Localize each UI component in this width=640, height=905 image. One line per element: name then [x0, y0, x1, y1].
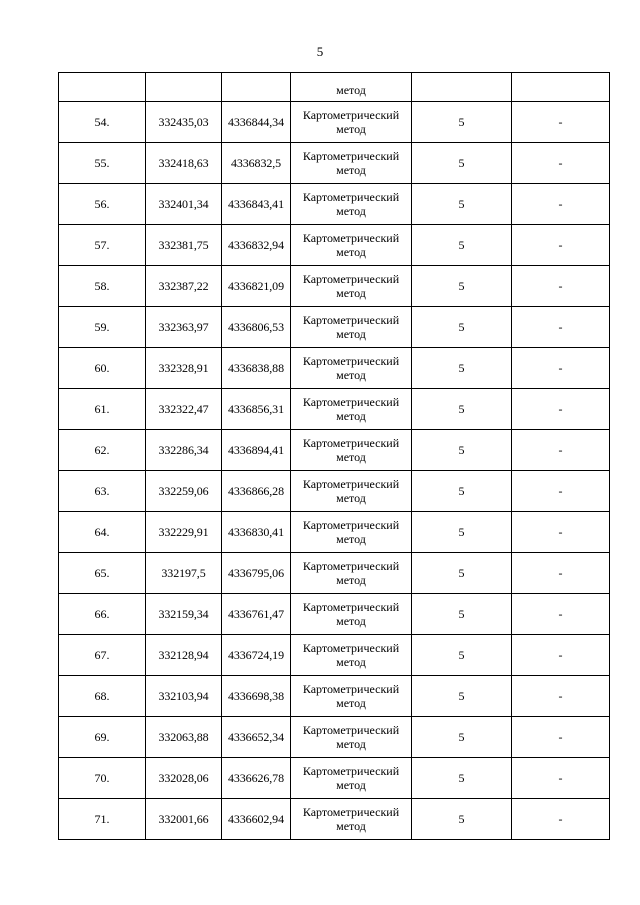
method-text-line-1: Картометрический	[302, 189, 400, 204]
method-cell	[291, 717, 412, 758]
method-text-line-1: Картометрический	[302, 148, 400, 163]
method-text-line-2: метод	[336, 490, 366, 505]
y-coordinate-cell: 4336761,47	[222, 594, 291, 635]
y-coordinate-cell: 4336626,78	[222, 758, 291, 799]
method-text-line-1: Картометрический	[302, 476, 400, 491]
point-number-cell	[59, 73, 146, 102]
accuracy-cell: 5	[412, 594, 512, 635]
y-coordinate-cell: 4336724,19	[222, 635, 291, 676]
table-row	[59, 799, 610, 840]
accuracy-cell: 5	[412, 184, 512, 225]
note-cell	[512, 73, 610, 102]
method-text-line-1: Картометрический	[302, 763, 400, 778]
accuracy-cell: 5	[412, 512, 512, 553]
accuracy-cell: 5	[412, 266, 512, 307]
method-text-line-2: метод	[336, 326, 366, 341]
table-row	[59, 307, 610, 348]
method-cell	[291, 471, 412, 512]
accuracy-cell: 5	[412, 307, 512, 348]
x-coordinate-cell: 332028,06	[146, 758, 222, 799]
y-coordinate-cell: 4336821,09	[222, 266, 291, 307]
x-coordinate-cell: 332381,75	[146, 225, 222, 266]
point-number-cell: 71.	[59, 799, 146, 840]
x-coordinate-cell: 332128,94	[146, 635, 222, 676]
y-coordinate-cell: 4336894,41	[222, 430, 291, 471]
method-text-line-2: метод	[336, 203, 366, 218]
note-cell: -	[512, 594, 610, 635]
note-cell: -	[512, 512, 610, 553]
x-coordinate-cell: 332322,47	[146, 389, 222, 430]
x-coordinate-cell: 332197,5	[146, 553, 222, 594]
x-coordinate-cell: 332259,06	[146, 471, 222, 512]
method-text-line-1: Картометрический	[302, 599, 400, 614]
point-number-cell: 62.	[59, 430, 146, 471]
accuracy-cell: 5	[412, 389, 512, 430]
x-coordinate-cell: 332435,03	[146, 102, 222, 143]
method-text-line-2: метод	[336, 162, 366, 177]
x-coordinate-cell: 332387,22	[146, 266, 222, 307]
y-coordinate-cell: 4336844,34	[222, 102, 291, 143]
table-row	[59, 430, 610, 471]
x-coordinate-cell: 332363,97	[146, 307, 222, 348]
point-number-cell: 69.	[59, 717, 146, 758]
method-text-line-1: Картометрический	[302, 353, 400, 368]
table-row	[59, 348, 610, 389]
note-cell: -	[512, 553, 610, 594]
method-text-line-2: метод	[336, 408, 366, 423]
method-text-line-2: метод	[336, 572, 366, 587]
x-coordinate-cell: 332418,63	[146, 143, 222, 184]
method-text-line-1: Картометрический	[302, 681, 400, 696]
accuracy-cell: 5	[412, 799, 512, 840]
y-coordinate-cell: 4336832,5	[222, 143, 291, 184]
method-text-line-1: Картометрический	[302, 107, 400, 122]
method-cell	[291, 307, 412, 348]
table-row	[59, 471, 610, 512]
note-cell: -	[512, 471, 610, 512]
method-text-line-1: Картометрический	[302, 394, 400, 409]
point-number-cell: 58.	[59, 266, 146, 307]
y-coordinate-cell: 4336838,88	[222, 348, 291, 389]
point-number-cell: 70.	[59, 758, 146, 799]
table-row	[59, 225, 610, 266]
point-number-cell: 54.	[59, 102, 146, 143]
x-coordinate-cell: 332286,34	[146, 430, 222, 471]
accuracy-cell	[412, 73, 512, 102]
note-cell: -	[512, 225, 610, 266]
method-text: метод	[336, 83, 366, 97]
accuracy-cell: 5	[412, 102, 512, 143]
note-cell: -	[512, 266, 610, 307]
note-cell: -	[512, 717, 610, 758]
note-cell: -	[512, 348, 610, 389]
x-coordinate-cell	[146, 73, 222, 102]
accuracy-cell: 5	[412, 143, 512, 184]
method-text-line-2: метод	[336, 449, 366, 464]
point-number-cell: 56.	[59, 184, 146, 225]
method-text-line-1: Картометрический	[302, 230, 400, 245]
point-number-cell: 61.	[59, 389, 146, 430]
continuation-row	[59, 73, 610, 102]
method-cell	[291, 348, 412, 389]
method-text-line-1: Картометрический	[302, 640, 400, 655]
method-text-line-1: Картометрический	[302, 558, 400, 573]
method-text-line-1: Картометрический	[302, 312, 400, 327]
method-cell	[291, 594, 412, 635]
table-body	[59, 73, 610, 840]
x-coordinate-cell: 332159,34	[146, 594, 222, 635]
method-cell	[291, 73, 412, 102]
y-coordinate-cell: 4336806,53	[222, 307, 291, 348]
point-number-cell: 64.	[59, 512, 146, 553]
point-number-cell: 67.	[59, 635, 146, 676]
coordinates-table	[58, 72, 610, 840]
point-number-cell: 68.	[59, 676, 146, 717]
table-row	[59, 102, 610, 143]
table-row	[59, 553, 610, 594]
method-text-line-2: метод	[336, 818, 366, 833]
y-coordinate-cell: 4336795,06	[222, 553, 291, 594]
method-cell	[291, 512, 412, 553]
method-cell	[291, 553, 412, 594]
note-cell: -	[512, 143, 610, 184]
point-number-cell: 57.	[59, 225, 146, 266]
y-coordinate-cell: 4336652,34	[222, 717, 291, 758]
method-cell	[291, 799, 412, 840]
method-cell	[291, 389, 412, 430]
method-cell	[291, 430, 412, 471]
point-number-cell: 65.	[59, 553, 146, 594]
method-cell	[291, 225, 412, 266]
table-row	[59, 758, 610, 799]
accuracy-cell: 5	[412, 676, 512, 717]
x-coordinate-cell: 332401,34	[146, 184, 222, 225]
table-row	[59, 594, 610, 635]
method-cell	[291, 758, 412, 799]
accuracy-cell: 5	[412, 430, 512, 471]
y-coordinate-cell: 4336856,31	[222, 389, 291, 430]
note-cell: -	[512, 430, 610, 471]
method-text-line-1: Картометрический	[302, 435, 400, 450]
point-number-cell: 66.	[59, 594, 146, 635]
note-cell: -	[512, 184, 610, 225]
y-coordinate-cell: 4336832,94	[222, 225, 291, 266]
y-coordinate-cell: 4336602,94	[222, 799, 291, 840]
accuracy-cell: 5	[412, 225, 512, 266]
method-text-line-2: метод	[336, 531, 366, 546]
y-coordinate-cell: 4336866,28	[222, 471, 291, 512]
x-coordinate-cell: 332063,88	[146, 717, 222, 758]
note-cell: -	[512, 635, 610, 676]
point-number-cell: 60.	[59, 348, 146, 389]
table-row	[59, 143, 610, 184]
method-cell	[291, 635, 412, 676]
method-text-line-1: Картометрический	[302, 722, 400, 737]
method-text-line-2: метод	[336, 695, 366, 710]
method-cell	[291, 184, 412, 225]
accuracy-cell: 5	[412, 717, 512, 758]
x-coordinate-cell: 332229,91	[146, 512, 222, 553]
y-coordinate-cell: 4336830,41	[222, 512, 291, 553]
table-row	[59, 389, 610, 430]
accuracy-cell: 5	[412, 471, 512, 512]
method-text-line-2: метод	[336, 613, 366, 628]
method-text-line-1: Картометрический	[302, 517, 400, 532]
table-row	[59, 676, 610, 717]
note-cell: -	[512, 102, 610, 143]
note-cell: -	[512, 307, 610, 348]
method-text-line-2: метод	[336, 736, 366, 751]
y-coordinate-cell: 4336698,38	[222, 676, 291, 717]
method-text-line-1: Картометрический	[302, 804, 400, 819]
method-cell	[291, 102, 412, 143]
table-row	[59, 266, 610, 307]
point-number-cell: 59.	[59, 307, 146, 348]
method-text-line-2: метод	[336, 367, 366, 382]
note-cell: -	[512, 676, 610, 717]
method-text-line-2: метод	[336, 654, 366, 669]
method-text-line-1: Картометрический	[302, 271, 400, 286]
method-text-line-2: метод	[336, 285, 366, 300]
method-cell	[291, 143, 412, 184]
method-text-line-2: метод	[336, 121, 366, 136]
page-number: 5	[316, 44, 324, 59]
x-coordinate-cell: 332103,94	[146, 676, 222, 717]
method-text-line-2: метод	[336, 244, 366, 259]
y-coordinate-cell: 4336843,41	[222, 184, 291, 225]
x-coordinate-cell: 332328,91	[146, 348, 222, 389]
table-row	[59, 512, 610, 553]
note-cell: -	[512, 389, 610, 430]
note-cell: -	[512, 799, 610, 840]
method-cell	[291, 676, 412, 717]
accuracy-cell: 5	[412, 758, 512, 799]
method-cell	[291, 266, 412, 307]
point-number-cell: 55.	[59, 143, 146, 184]
table-row	[59, 635, 610, 676]
y-coordinate-cell	[222, 73, 291, 102]
accuracy-cell: 5	[412, 635, 512, 676]
x-coordinate-cell: 332001,66	[146, 799, 222, 840]
table-row	[59, 717, 610, 758]
note-cell: -	[512, 758, 610, 799]
method-text-line-2: метод	[336, 777, 366, 792]
point-number-cell: 63.	[59, 471, 146, 512]
accuracy-cell: 5	[412, 553, 512, 594]
accuracy-cell: 5	[412, 348, 512, 389]
table-row	[59, 184, 610, 225]
